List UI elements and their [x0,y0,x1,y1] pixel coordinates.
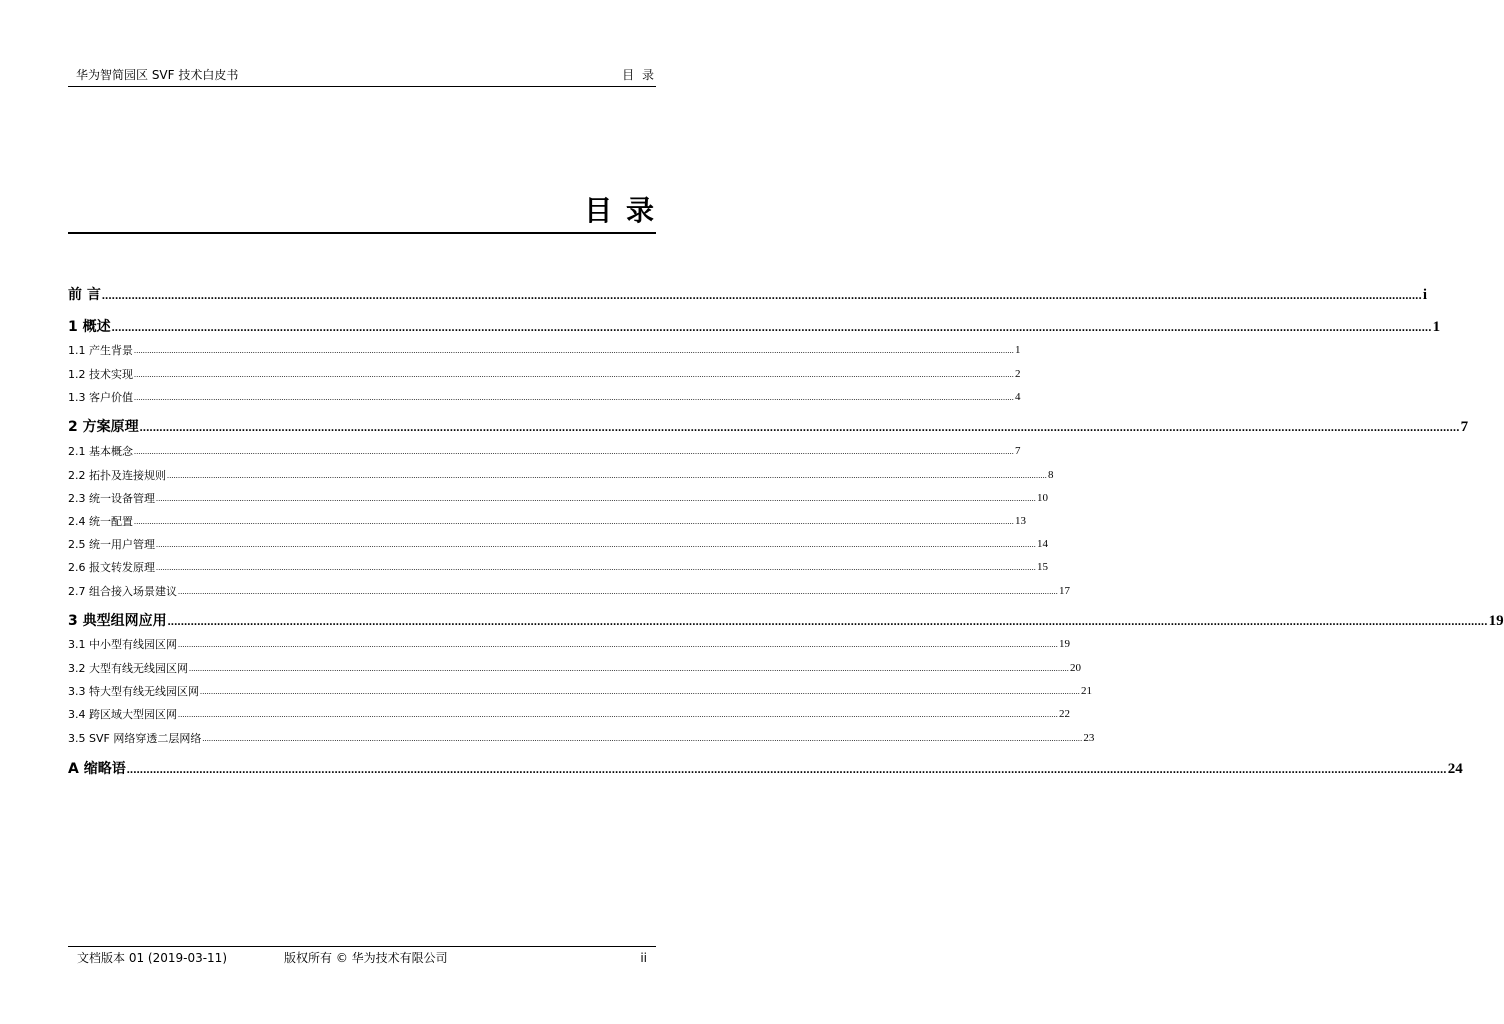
toc-entry-label: 2.5 统一用户管理 [68,538,155,551]
header-rule [68,86,656,87]
toc-entry-page: 19 [1059,638,1070,650]
toc-entry-page: 20 [1070,662,1081,674]
toc-entry-label: 2.4 统一配置 [68,515,133,528]
toc-leader-dots: ................................................................................................................................................................................................................................................................................................................................................................................................................ [200,687,1080,696]
toc-entry-label: 2.6 报文转发原理 [68,561,155,574]
toc-entry-page: 1 [1015,344,1021,356]
toc-leader-dots: ................................................................................................................................................................................................................................................................................................................................................................................................................ [134,517,1014,526]
toc-entry-page: 24 [1447,761,1463,777]
toc-entry-page: 17 [1059,585,1070,597]
toc-entry-label: 2.7 组合接入场景建议 [68,585,177,598]
toc-section-entry[interactable] [68,537,1048,552]
toc-entry-label: 2.2 拓扑及连接规则 [68,469,166,482]
toc-entry-label: 3.2 大型有线无线园区网 [68,662,188,675]
toc-leader-dots: ................................................................................................................................................................................................................................................................................................................................................................................................................ [111,320,1432,334]
toc-chapter-entry[interactable] [68,612,1504,630]
toc-entry-label: 3.3 特大型有线无线园区网 [68,685,199,698]
toc-leader-dots: ................................................................................................................................................................................................................................................................................................................................................................................................................ [167,471,1047,480]
toc-section-entry[interactable] [68,661,1081,676]
toc-leader-dots: ................................................................................................................................................................................................................................................................................................................................................................................................................ [134,346,1014,355]
toc-leader-dots: ................................................................................................................................................................................................................................................................................................................................................................................................................ [156,563,1036,572]
toc-section-entry[interactable] [68,731,1095,746]
toc-leader-dots: ................................................................................................................................................................................................................................................................................................................................................................................................................ [139,420,1460,434]
toc-section-entry[interactable] [68,514,1026,529]
document-title: 华为智简园区 SVF 技术白皮书 [76,68,239,82]
toc-entry-label: A 缩略语 [68,761,126,777]
toc-leader-dots: ................................................................................................................................................................................................................................................................................................................................................................................................................ [189,664,1069,673]
toc-entry-label: 1.3 客户价值 [68,391,133,404]
toc-entry-page: 13 [1015,515,1026,527]
toc-entry-label: 2 方案原理 [68,419,139,435]
toc-entry-page: 22 [1059,708,1070,720]
toc-entry-page: 7 [1460,419,1469,435]
toc-section-entry[interactable] [68,707,1070,722]
page-number: ii [640,951,647,965]
toc-leader-dots: ................................................................................................................................................................................................................................................................................................................................................................................................................ [134,447,1014,456]
toc-chapter-entry[interactable] [68,318,1441,336]
toc-leader-dots: ................................................................................................................................................................................................................................................................................................................................................................................................................ [156,494,1036,503]
toc-section-entry[interactable] [68,390,1021,405]
toc-leader-dots: ................................................................................................................................................................................................................................................................................................................................................................................................................ [134,370,1014,379]
toc-entry-label: 2.1 基本概念 [68,445,133,458]
toc-leader-dots: ................................................................................................................................................................................................................................................................................................................................................................................................................ [202,734,1083,743]
toc-entry-page: 14 [1037,538,1048,550]
copyright-notice: 版权所有 © 华为技术有限公司 [284,951,448,965]
toc-entry-label: 3 典型组网应用 [68,613,167,629]
toc-leader-dots: ................................................................................................................................................................................................................................................................................................................................................................................................................ [101,288,1422,302]
toc-entry-page: 21 [1081,685,1092,697]
toc-section-entry[interactable] [68,367,1021,382]
toc-entry-label: 1.1 产生背景 [68,344,133,357]
toc-section-entry[interactable] [68,637,1070,652]
toc-section-entry[interactable] [68,560,1048,575]
toc-chapter-entry[interactable] [68,418,1469,436]
toc-leader-dots: ................................................................................................................................................................................................................................................................................................................................................................................................................ [167,614,1488,628]
toc-section-entry[interactable] [68,491,1048,506]
header-section-name: 目 录 [622,68,656,82]
toc-entry-page: 23 [1083,732,1095,744]
toc-chapter-entry[interactable] [68,760,1463,778]
toc-entry-page: 4 [1015,391,1021,403]
toc-leader-dots: ................................................................................................................................................................................................................................................................................................................................................................................................................ [156,540,1036,549]
footer-rule [68,946,656,947]
toc-entry-label: 2.3 统一设备管理 [68,492,155,505]
toc-entry-page: i [1422,287,1428,303]
toc-entry-page: 8 [1048,469,1054,481]
toc-leader-dots: ................................................................................................................................................................................................................................................................................................................................................................................................................ [134,393,1014,402]
toc-section-entry[interactable] [68,584,1070,599]
title-rule [68,232,656,234]
toc-leader-dots: ................................................................................................................................................................................................................................................................................................................................................................................................................ [178,710,1058,719]
toc-entry-page: 7 [1015,445,1021,457]
toc-entry-label: 3.5 SVF 网络穿透二层网络 [68,732,202,745]
toc-section-entry[interactable] [68,343,1021,358]
toc-section-entry[interactable] [68,468,1054,483]
toc-entry-label: 1 概述 [68,319,111,335]
toc-entry-label: 前 言 [68,287,101,303]
toc-section-entry[interactable] [68,444,1021,459]
toc-entry-page: 10 [1037,492,1048,504]
toc-entry-label: 1.2 技术实现 [68,368,133,381]
toc-entry-page: 19 [1488,613,1504,629]
toc-leader-dots: ................................................................................................................................................................................................................................................................................................................................................................................................................ [126,762,1447,776]
document-version: 文档版本 01 (2019-03-11) [77,951,228,965]
toc-entry-page: 1 [1432,319,1441,335]
toc-section-entry[interactable] [68,684,1092,699]
toc-entry-label: 3.4 跨区域大型园区网 [68,708,177,721]
toc-leader-dots: ................................................................................................................................................................................................................................................................................................................................................................................................................ [178,587,1058,596]
page-title: 目 录 [584,194,656,227]
toc-chapter-entry[interactable] [68,286,1428,304]
toc-leader-dots: ................................................................................................................................................................................................................................................................................................................................................................................................................ [178,640,1058,649]
toc-entry-page: 2 [1015,368,1021,380]
toc-entry-page: 15 [1037,561,1048,573]
toc-entry-label: 3.1 中小型有线园区网 [68,638,177,651]
